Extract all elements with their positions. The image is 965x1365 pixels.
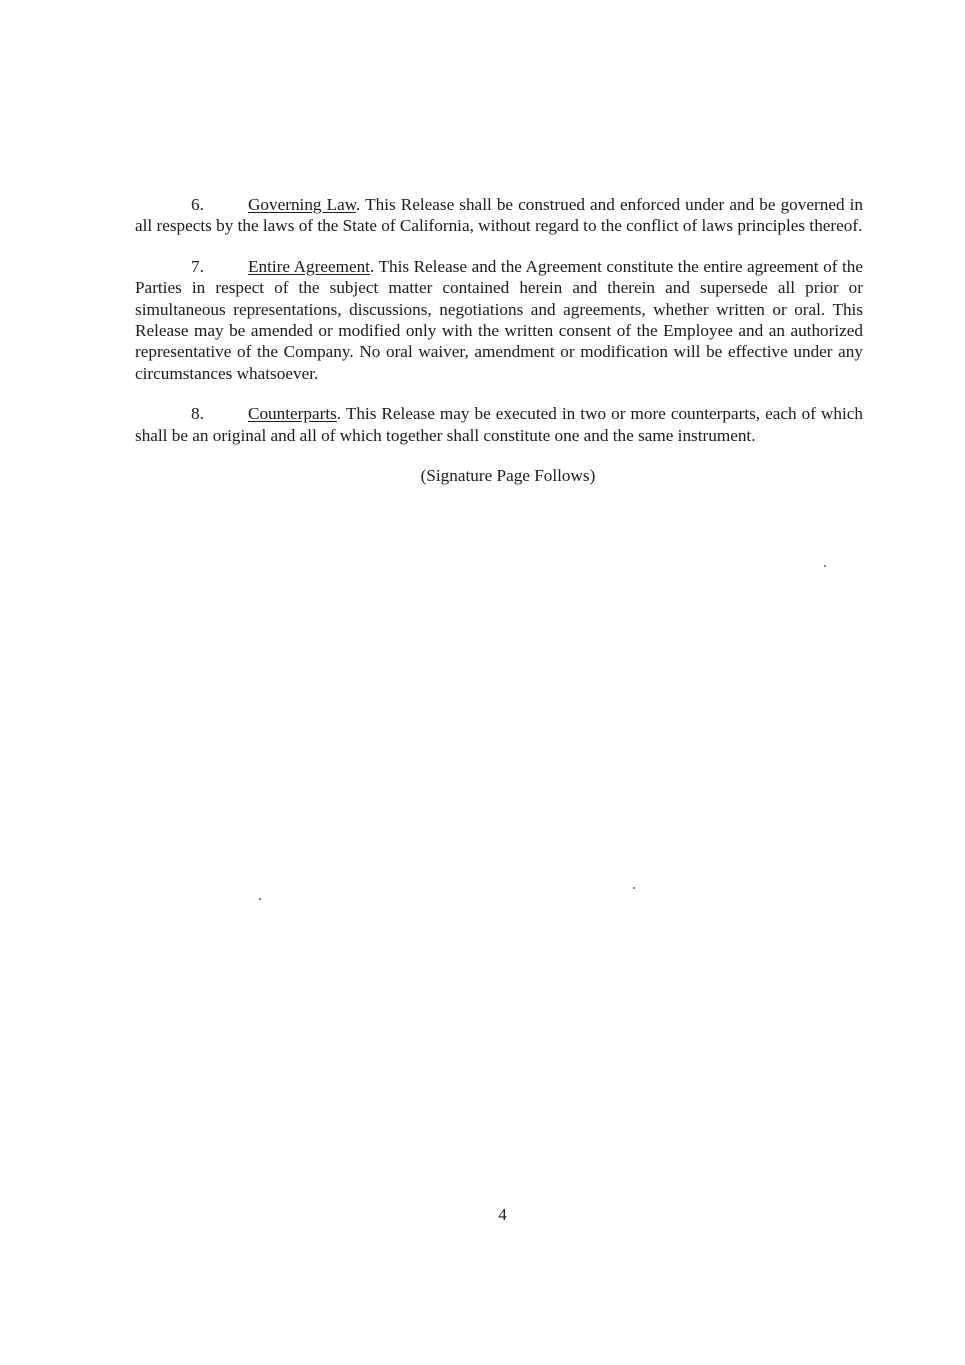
section-text: This Release may be executed in two or more counterparts, each of which shall be an original and all of which together shall constitute one and the same instrument. [135, 404, 863, 445]
section-text: This Release shall be construed and enforced under and be governed in all respects by the laws of the State of California, without regard to the conflict of laws principles thereof. [135, 195, 863, 236]
section-text: This Release and the Agreement constitute the entire agreement of the Parties in respect of the subject matter contained herein and therein and supersede all prior or simultaneous representations, discussions, negotiations and agreements, whether written or oral. This Release may be amended or modified only with the written consent of the Employee and an authorized representative of the Company. No oral waiver, amendment or modification will be effective under any circumstances whatsoever. [135, 256, 863, 383]
scan-speck [824, 565, 826, 567]
section-heading: Governing Law [248, 195, 357, 214]
section-number: 7. [191, 256, 204, 276]
section-heading-punct: . [336, 404, 342, 424]
scan-speck [259, 898, 261, 900]
section-counterparts [135, 403, 863, 446]
section-heading-punct: . [369, 256, 375, 276]
scan-speck [633, 887, 635, 889]
section-governing-law [135, 194, 863, 237]
section-heading: Entire Agreement [248, 256, 370, 276]
section-heading-punct: . [356, 195, 361, 214]
signature-note: (Signature Page Follows) [420, 466, 596, 486]
section-heading: Counterparts [248, 404, 337, 424]
section-number: 8. [191, 404, 204, 424]
document-body [135, 194, 863, 486]
section-entire-agreement [135, 256, 863, 384]
section-number: 6. [191, 195, 204, 214]
page-number: 4 [498, 1205, 507, 1224]
